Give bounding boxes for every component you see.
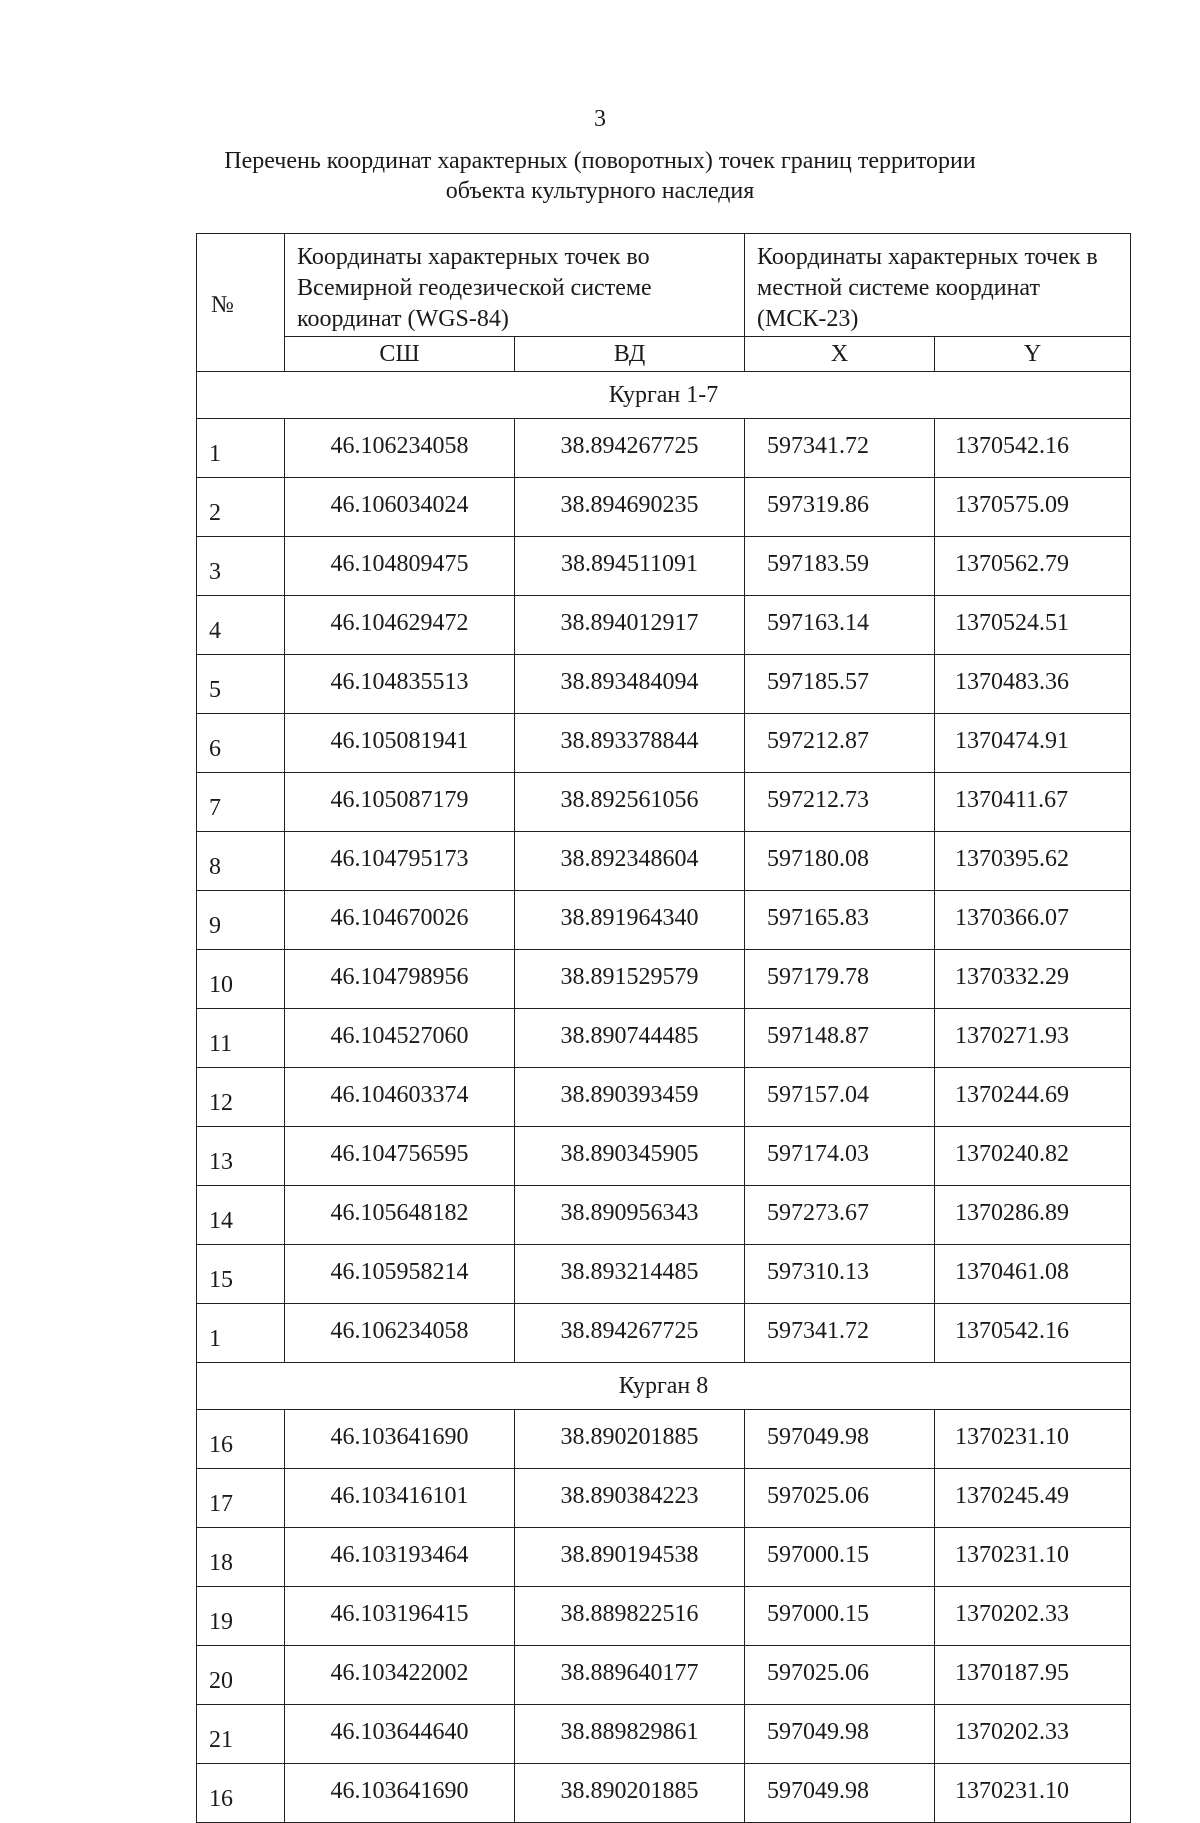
y-cell: 1370245.49	[935, 1469, 1131, 1528]
latitude-cell: 46.103641690	[285, 1410, 515, 1469]
y-cell: 1370474.91	[935, 714, 1131, 773]
latitude-cell: 46.105648182	[285, 1186, 515, 1245]
x-cell: 597310.13	[745, 1245, 935, 1304]
point-number: 16	[197, 1410, 285, 1469]
latitude-cell: 46.104835513	[285, 655, 515, 714]
x-cell: 597319.86	[745, 478, 935, 537]
latitude-cell: 46.104603374	[285, 1068, 515, 1127]
document-title	[150, 146, 1050, 206]
y-cell: 1370231.10	[935, 1528, 1131, 1587]
x-cell: 597273.67	[745, 1186, 935, 1245]
point-number: 19	[197, 1587, 285, 1646]
x-cell: 597049.98	[745, 1705, 935, 1764]
point-number: 21	[197, 1705, 285, 1764]
longitude-cell: 38.894012917	[515, 596, 745, 655]
table-row	[197, 714, 1131, 773]
longitude-cell: 38.890201885	[515, 1764, 745, 1823]
x-cell: 597049.98	[745, 1410, 935, 1469]
header-msk: Координаты характерных точек в местной системе координат (МСК-23)	[745, 234, 1131, 337]
y-cell: 1370332.29	[935, 950, 1131, 1009]
y-cell: 1370483.36	[935, 655, 1131, 714]
page-number: 3	[594, 106, 606, 132]
table-row	[197, 478, 1131, 537]
longitude-cell: 38.889822516	[515, 1587, 745, 1646]
title-line-2: объекта культурного наследия	[445, 178, 755, 204]
longitude-cell: 38.890194538	[515, 1528, 745, 1587]
section-title: Курган 1-7	[197, 372, 1131, 419]
y-cell: 1370202.33	[935, 1705, 1131, 1764]
longitude-cell: 38.891529579	[515, 950, 745, 1009]
latitude-cell: 46.104795173	[285, 832, 515, 891]
table-row	[197, 1186, 1131, 1245]
point-number: 1	[197, 419, 285, 478]
longitude-cell: 38.890393459	[515, 1068, 745, 1127]
table-row	[197, 1127, 1131, 1186]
section-title: Курган 8	[197, 1363, 1131, 1410]
y-cell: 1370395.62	[935, 832, 1131, 891]
table-row	[197, 1068, 1131, 1127]
subheader-y: Y	[935, 337, 1131, 372]
y-cell: 1370271.93	[935, 1009, 1131, 1068]
y-cell: 1370542.16	[935, 1304, 1131, 1363]
latitude-cell: 46.103644640	[285, 1705, 515, 1764]
longitude-cell: 38.890956343	[515, 1186, 745, 1245]
point-number: 1	[197, 1304, 285, 1363]
header-wgs: Координаты характерных точек во Всемирной геодезической системе координат (WGS-84)	[285, 234, 745, 337]
latitude-cell: 46.104809475	[285, 537, 515, 596]
latitude-cell: 46.104670026	[285, 891, 515, 950]
latitude-cell: 46.103422002	[285, 1646, 515, 1705]
point-number: 8	[197, 832, 285, 891]
y-cell: 1370461.08	[935, 1245, 1131, 1304]
x-cell: 597183.59	[745, 537, 935, 596]
longitude-cell: 38.890384223	[515, 1469, 745, 1528]
longitude-cell: 38.894267725	[515, 1304, 745, 1363]
table-row	[197, 537, 1131, 596]
y-cell: 1370366.07	[935, 891, 1131, 950]
longitude-cell: 38.889829861	[515, 1705, 745, 1764]
point-number: 6	[197, 714, 285, 773]
table-row	[197, 891, 1131, 950]
longitude-cell: 38.889640177	[515, 1646, 745, 1705]
table-row	[197, 773, 1131, 832]
y-cell: 1370524.51	[935, 596, 1131, 655]
table-subheader-row	[197, 337, 1131, 372]
longitude-cell: 38.892348604	[515, 832, 745, 891]
y-cell: 1370542.16	[935, 419, 1131, 478]
table-row	[197, 1009, 1131, 1068]
longitude-cell: 38.893214485	[515, 1245, 745, 1304]
latitude-cell: 46.104798956	[285, 950, 515, 1009]
y-cell: 1370231.10	[935, 1410, 1131, 1469]
subheader-lat: СШ	[285, 337, 515, 372]
latitude-cell: 46.104756595	[285, 1127, 515, 1186]
x-cell: 597025.06	[745, 1469, 935, 1528]
x-cell: 597157.04	[745, 1068, 935, 1127]
longitude-cell: 38.894267725	[515, 419, 745, 478]
table-row	[197, 655, 1131, 714]
point-number: 13	[197, 1127, 285, 1186]
table-header-row	[197, 234, 1131, 337]
latitude-cell: 46.103416101	[285, 1469, 515, 1528]
table-row	[197, 950, 1131, 1009]
point-number: 5	[197, 655, 285, 714]
x-cell: 597180.08	[745, 832, 935, 891]
y-cell: 1370286.89	[935, 1186, 1131, 1245]
y-cell: 1370244.69	[935, 1068, 1131, 1127]
y-cell: 1370562.79	[935, 537, 1131, 596]
y-cell: 1370240.82	[935, 1127, 1131, 1186]
latitude-cell: 46.106034024	[285, 478, 515, 537]
subheader-lon: ВД	[515, 337, 745, 372]
y-cell: 1370202.33	[935, 1587, 1131, 1646]
longitude-cell: 38.890345905	[515, 1127, 745, 1186]
point-number: 12	[197, 1068, 285, 1127]
longitude-cell: 38.890744485	[515, 1009, 745, 1068]
table-row	[197, 1587, 1131, 1646]
x-cell: 597000.15	[745, 1587, 935, 1646]
longitude-cell: 38.893484094	[515, 655, 745, 714]
table-row	[197, 596, 1131, 655]
table-row	[197, 1410, 1131, 1469]
point-number: 18	[197, 1528, 285, 1587]
point-number: 10	[197, 950, 285, 1009]
title-line-1: Перечень координат характерных (поворотных) точек границ территории	[224, 148, 976, 174]
point-number: 7	[197, 773, 285, 832]
table-row	[197, 1304, 1131, 1363]
latitude-cell: 46.105081941	[285, 714, 515, 773]
y-cell: 1370187.95	[935, 1646, 1131, 1705]
point-number: 4	[197, 596, 285, 655]
x-cell: 597000.15	[745, 1528, 935, 1587]
table-row	[197, 1469, 1131, 1528]
y-cell: 1370411.67	[935, 773, 1131, 832]
latitude-cell: 46.104629472	[285, 596, 515, 655]
point-number: 15	[197, 1245, 285, 1304]
point-number: 17	[197, 1469, 285, 1528]
latitude-cell: 46.105087179	[285, 773, 515, 832]
longitude-cell: 38.894690235	[515, 478, 745, 537]
table-row	[197, 1705, 1131, 1764]
x-cell: 597049.98	[745, 1764, 935, 1823]
point-number: 9	[197, 891, 285, 950]
latitude-cell: 46.104527060	[285, 1009, 515, 1068]
subheader-x: X	[745, 337, 935, 372]
longitude-cell: 38.891964340	[515, 891, 745, 950]
y-cell: 1370231.10	[935, 1764, 1131, 1823]
point-number: 11	[197, 1009, 285, 1068]
point-number: 16	[197, 1764, 285, 1823]
longitude-cell: 38.893378844	[515, 714, 745, 773]
table-row	[197, 419, 1131, 478]
x-cell: 597341.72	[745, 419, 935, 478]
x-cell: 597025.06	[745, 1646, 935, 1705]
x-cell: 597341.72	[745, 1304, 935, 1363]
section-row	[197, 1363, 1131, 1410]
table-row	[197, 1646, 1131, 1705]
point-number: 2	[197, 478, 285, 537]
latitude-cell: 46.103193464	[285, 1528, 515, 1587]
header-number: №	[197, 234, 285, 372]
point-number: 3	[197, 537, 285, 596]
x-cell: 597148.87	[745, 1009, 935, 1068]
point-number: 20	[197, 1646, 285, 1705]
point-number: 14	[197, 1186, 285, 1245]
latitude-cell: 46.106234058	[285, 1304, 515, 1363]
latitude-cell: 46.105958214	[285, 1245, 515, 1304]
longitude-cell: 38.890201885	[515, 1410, 745, 1469]
table-row	[197, 1528, 1131, 1587]
x-cell: 597163.14	[745, 596, 935, 655]
x-cell: 597174.03	[745, 1127, 935, 1186]
x-cell: 597212.73	[745, 773, 935, 832]
table-row	[197, 1764, 1131, 1823]
table-row	[197, 832, 1131, 891]
x-cell: 597185.57	[745, 655, 935, 714]
latitude-cell: 46.103196415	[285, 1587, 515, 1646]
latitude-cell: 46.103641690	[285, 1764, 515, 1823]
latitude-cell: 46.106234058	[285, 419, 515, 478]
x-cell: 597165.83	[745, 891, 935, 950]
x-cell: 597212.87	[745, 714, 935, 773]
longitude-cell: 38.892561056	[515, 773, 745, 832]
coordinates-table	[196, 233, 1131, 1823]
longitude-cell: 38.894511091	[515, 537, 745, 596]
table-row	[197, 1245, 1131, 1304]
y-cell: 1370575.09	[935, 478, 1131, 537]
section-row	[197, 372, 1131, 419]
table-body	[197, 372, 1131, 1823]
x-cell: 597179.78	[745, 950, 935, 1009]
